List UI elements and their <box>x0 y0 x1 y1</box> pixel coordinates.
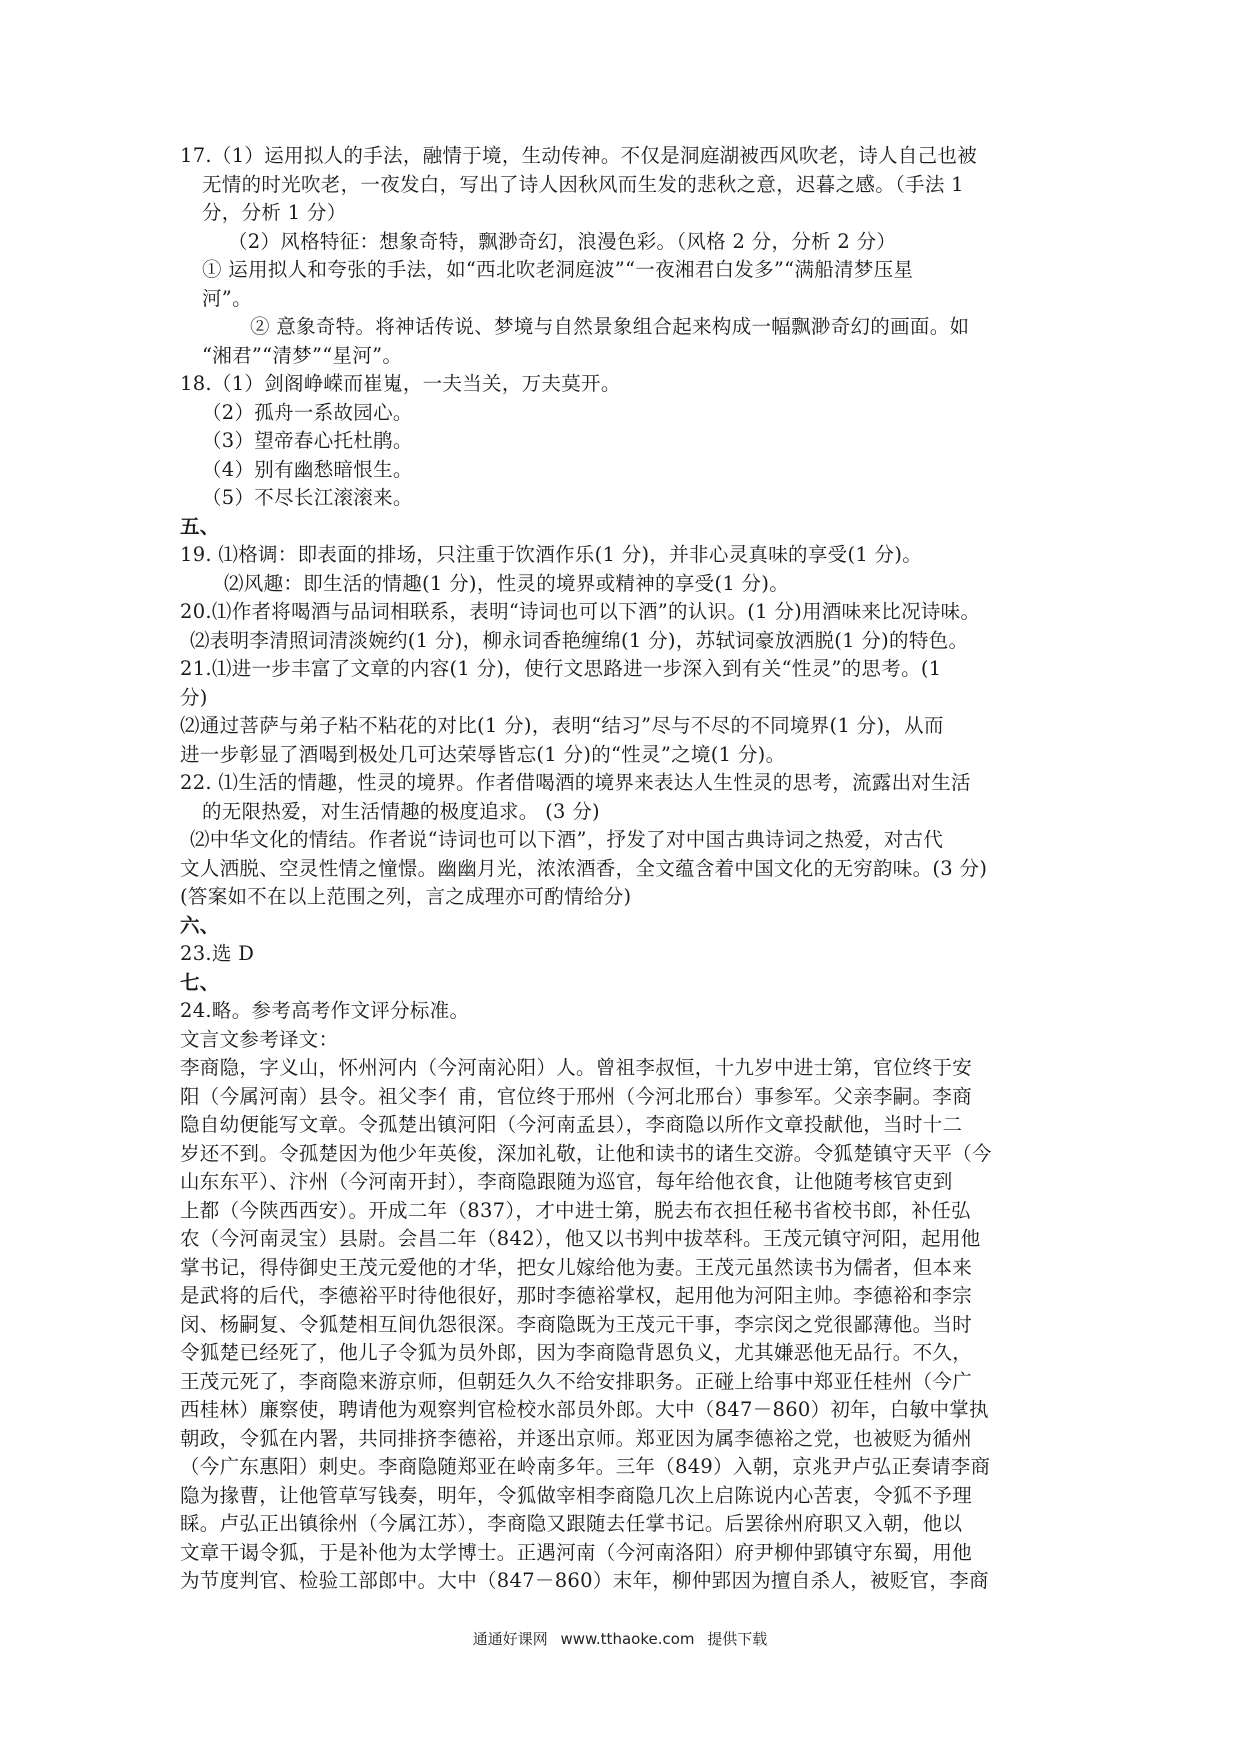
text-line: （2）风格特征：想象奇特，飘渺奇幻，浪漫色彩。（风格 2 分，分析 2 分） <box>228 229 897 253</box>
text-line: （4）别有幽愁暗恨生。 <box>202 457 413 481</box>
text-line: 的无限热爱，对生活情趣的极度追求。 (3 分) <box>202 799 600 823</box>
footer-site: 通通好课网 <box>472 1630 548 1648</box>
section-heading: 七、 <box>180 970 220 994</box>
text-line: 分) <box>180 685 208 709</box>
text-line: 睬。卢弘正出镇徐州（今属江苏），李商隐又跟随去任掌书记。后罢徐州府职又入朝，他以 <box>180 1512 963 1535</box>
text-line: 22. ⑴生活的情趣，性灵的境界。作者借喝酒的境界来表达人生性灵的思考，流露出对生活 <box>180 771 971 794</box>
text-line: 上都（今陕西西安）。开成二年（837），才中进士第，脱去布衣担任秘书省校书郎，补任弘 <box>180 1198 971 1222</box>
text-line: 20.⑴作者将喝酒与品词相联系，表明“诗词也可以下酒”的认识。(1 分)用酒味来比况诗味。 <box>180 600 981 623</box>
text-line: 文章干谒令狐，于是补他为太学博士。正遇河南（今河南洛阳）府尹柳仲郢镇守东蜀，用他 <box>180 1540 973 1564</box>
text-line: 朝政，令狐在内署，共同排挤李德裕，并逐出京师。郑亚因为属李德裕之党，也被贬为循州 <box>180 1426 973 1450</box>
text-line: 山东东平）、汴州（今河南开封），李商隐跟随为巡官，每年给他衣食，让他随考核官吏到 <box>180 1170 953 1193</box>
text-line: 闵、杨嗣复、令狐楚相互间仇怨很深。李商隐既为王茂元干事，李宗闵之党很鄙薄他。当时 <box>180 1312 973 1336</box>
text-line: 19. ⑴格调：即表面的排场，只注重于饮酒作乐(1 分)，并非心灵真味的享受(1 分)。 <box>180 543 923 566</box>
text-line: 李商隐，字义山，怀州河内（今河南沁阳）人。曾祖李叔恒，十九岁中进士第，官位终于安 <box>180 1056 973 1079</box>
answer-document <box>180 142 1080 1596</box>
text-line: ⑵通过菩萨与弟子粘不粘花的对比(1 分)，表明“结习”尽与不尽的不同境界(1 分)，从而 <box>180 714 944 737</box>
text-line: 掌书记，得侍御史王茂元爱他的才华，把女儿嫁给他为妻。王茂元虽然读书为儒者，但本来 <box>180 1255 973 1279</box>
text-line: （今广东惠阳）刺史。李商隐随郑亚在岭南多年。三年（849）入朝，京兆尹卢弘正奏请李商 <box>180 1455 991 1478</box>
section-heading: 五、 <box>180 514 220 538</box>
text-line: 21.⑴进一步丰富了文章的内容(1 分)，使行文思路进一步深入到有关“性灵”的思考。(1 <box>180 657 942 680</box>
section-heading: 六、 <box>180 913 220 937</box>
text-line: 隐为掾曹，让他管草写钱奏，明年，令狐做宰相李商隐几次上启陈说内心苦衷，令狐不予理 <box>180 1483 973 1507</box>
text-line: ⑵中华文化的情结。作者说“诗词也可以下酒”，抒发了对中国古典诗词之热爱，对古代 <box>190 828 944 851</box>
text-line: 文人洒脱、空灵性情之憧憬。幽幽月光，浓浓酒香，全文蕴含着中国文化的无穷韵味。(3 分) <box>180 856 988 880</box>
footer-url: www.tthaoke.com <box>560 1630 695 1648</box>
text-line: 河”。 <box>202 286 252 310</box>
text-line: 进一步彰显了酒喝到极处几可达荣辱皆忘(1 分)的“性灵”之境(1 分)。 <box>180 742 786 766</box>
text-line: 王茂元死了，李商隐来游京师，但朝廷久久不给安排职务。正碰上给事中郑亚任桂州（今广 <box>180 1369 973 1393</box>
text-line: （2）孤舟一系故园心。 <box>202 400 413 424</box>
text-line: （3）望帝春心托杜鹃。 <box>202 429 413 452</box>
text-line: 24.略。参考高考作文评分标准。 <box>180 999 470 1022</box>
text-line: 18.（1）剑阁峥嵘而崔嵬，一夫当关，万夫莫开。 <box>180 372 621 395</box>
footer-note: 提供下载 <box>707 1630 768 1648</box>
text-line: 西桂林）廉察使，聘请他为观察判官检校水部员外郎。大中（847－860）初年，白敏中掌执 <box>180 1398 989 1421</box>
text-line: 农（今河南灵宝）县尉。会昌二年（842），他又以书判中拔萃科。王茂元镇守河阳，起用他 <box>180 1227 981 1250</box>
text-line: 阳（今属河南）县令。祖父李亻甫，官位终于邢州（今河北邢台）事参军。父亲李嗣。李商 <box>180 1084 973 1108</box>
text-line: ⑵风趣：即生活的情趣(1 分)，性灵的境界或精神的享受(1 分)。 <box>224 571 790 595</box>
text-line: 是武将的后代，李德裕平时待他很好，那时李德裕掌权，起用他为河阳主帅。李德裕和李宗 <box>180 1284 973 1307</box>
text-line: 无情的时光吹老，一夜发白，写出了诗人因秋风而生发的悲秋之意，迟暮之感。（手法 1 <box>202 172 964 196</box>
text-line: (答案如不在以上范围之列，言之成理亦可酌情给分) <box>180 885 632 908</box>
text-line: ① 运用拟人和夸张的手法，如“西北吹老洞庭波”“一夜湘君白发多”“满船清梦压星 <box>202 258 914 281</box>
text-line: 隐自幼便能写文章。令孤楚出镇河阳（今河南孟县），李商隐以所作文章投献他，当时十二 <box>180 1113 963 1136</box>
text-line: ⑵表明李清照词清淡婉约(1 分)，柳永词香艳缠绵(1 分)，苏轼词豪放洒脱(1 分)的特色。 <box>190 628 969 652</box>
text-line: 文言文参考译文： <box>180 1027 339 1051</box>
text-line: 分，分析 1 分） <box>202 201 347 224</box>
text-line: 17.（1）运用拟人的手法，融情于境，生动传神。不仅是洞庭湖被西风吹老，诗人自己也被 <box>180 144 978 167</box>
page-footer <box>0 1628 1240 1649</box>
text-line: 岁还不到。令孤楚因为他少年英俊，深加礼敬，让他和读书的诸生交游。令狐楚镇守天平（今 <box>180 1141 992 1165</box>
text-line: （5）不尽长江滚滚来。 <box>202 486 413 509</box>
text-line: “湘君”“清梦”“星河”。 <box>202 343 403 367</box>
text-line: ② 意象奇特。将神话传说、梦境与自然景象组合起来构成一幅飘渺奇幻的画面。如 <box>250 315 970 338</box>
text-line: 令狐楚已经死了，他儿子令狐为员外郎，因为李商隐背恩负义，尤其嫌恶他无品行。不久， <box>180 1341 973 1364</box>
text-line: 23.选 D <box>180 942 255 965</box>
text-line: 为节度判官、检验工部郎中。大中（847－860）末年，柳仲郢因为擅自杀人，被贬官，李商 <box>180 1569 989 1592</box>
